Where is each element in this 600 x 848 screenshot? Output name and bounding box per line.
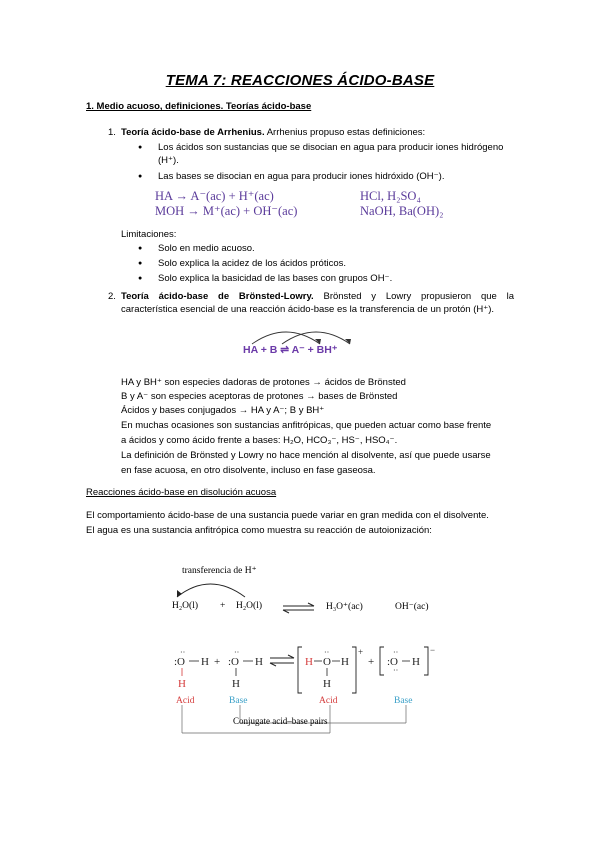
svg-text::O: :O bbox=[228, 656, 239, 668]
svg-text::O: :O bbox=[174, 656, 185, 668]
arrhenius-text: Arrhenius propuso estas definiciones: bbox=[264, 127, 426, 138]
bronsted-intro bbox=[121, 290, 514, 316]
svg-text::O: :O bbox=[387, 656, 398, 668]
bronsted-acids: HA y BH⁺ son especies dadoras de protones → ácidos de Brönsted bbox=[121, 377, 406, 388]
base-examples: NaOH, Ba(OH)₂ bbox=[360, 204, 444, 218]
bronsted-equation: HA + B ⇌ A⁻ + BH⁺ bbox=[243, 344, 338, 356]
bullet-acids-line1: ● Los ácidos son sustancias que se disocian en agua para producir iones hidrógeno bbox=[158, 142, 504, 153]
product-2: OH⁻(ac) bbox=[395, 602, 429, 612]
limitation-1: ● Solo en medio acuoso. bbox=[158, 242, 255, 255]
svg-text:+: + bbox=[214, 656, 221, 668]
svg-text:··: ·· bbox=[234, 648, 240, 657]
svg-text:··: ·· bbox=[180, 648, 186, 657]
section-heading-1: 1. Medio acuoso, definiciones. Teorías ácido-base bbox=[86, 101, 312, 112]
svg-text:H: H bbox=[255, 656, 263, 668]
svg-text:+: + bbox=[368, 656, 375, 668]
label-acid-2: Acid bbox=[319, 696, 338, 706]
svg-text:O: O bbox=[323, 656, 331, 668]
bronsted-lead: Teoría ácido-base de Brönsted-Lowry. bbox=[121, 291, 314, 302]
arrhenius-intro bbox=[121, 126, 541, 139]
plus-sign: + bbox=[220, 601, 226, 611]
conjugate-pairs-label: Conjugate acid–base pairs bbox=[233, 716, 328, 726]
bronsted-conjugates: Ácidos y bases conjugados → HA y A⁻; B y BH⁺ bbox=[121, 405, 325, 416]
limitation-3: ● Solo explica la basicidad de las bases con grupos OH⁻. bbox=[158, 272, 392, 285]
limitations-label: Limitaciones: bbox=[121, 229, 177, 240]
svg-text:H: H bbox=[232, 678, 240, 690]
limitation-2: ● Solo explica la acidez de los ácidos próticos. bbox=[158, 257, 346, 270]
list-number-2: 2. bbox=[108, 291, 116, 302]
amphoteric-line2: a ácidos y como ácido frente a bases: H₂O, HCO₃⁻, HS⁻, HSO₄⁻. bbox=[121, 435, 398, 446]
acid-examples: HCl, H₂SO₄ bbox=[360, 189, 421, 203]
svg-text:H: H bbox=[305, 656, 313, 668]
svg-text:··: ·· bbox=[393, 648, 399, 657]
list-number-1: 1. bbox=[108, 127, 116, 138]
svg-text:H: H bbox=[178, 678, 186, 690]
water-line2: El agua es una sustancia anfitrópica como muestra su reacción de autoionización: bbox=[86, 525, 432, 536]
reactant-1: H₂O(l) bbox=[172, 601, 198, 611]
svg-text:H: H bbox=[341, 656, 349, 668]
equation-acid: HA → A⁻(ac) + H⁺(ac) bbox=[155, 189, 274, 203]
svg-text:··: ·· bbox=[324, 648, 330, 657]
bronsted-line2: característica esencial de una reacción ácido-base es la transferencia de un protón (H⁺). bbox=[121, 304, 495, 315]
bronsted-arcs bbox=[238, 322, 368, 362]
label-base-1: Base bbox=[229, 696, 248, 706]
bronsted-bases: B y A⁻ son especies aceptoras de protones → bases de Brönsted bbox=[121, 391, 398, 402]
label-base-2: Base bbox=[394, 696, 413, 706]
solvent-line2: en fase acuosa, en otro disolvente, incluso en fase gaseosa. bbox=[121, 465, 376, 476]
bronsted-line1 bbox=[121, 290, 514, 303]
page-title: TEMA 7: REACCIONES ÁCIDO-BASE bbox=[165, 72, 435, 89]
product-1: H₃O⁺(ac) bbox=[326, 602, 363, 612]
bullet-acids bbox=[158, 141, 538, 167]
solvent-line1: La definición de Brönsted y Lowry no hace mención al disolvente, así que puede usarse bbox=[121, 450, 491, 461]
svg-text:H: H bbox=[201, 656, 209, 668]
water-line1: El comportamiento ácido-base de una sustancia puede variar en gran medida con el disolvente. bbox=[86, 510, 489, 521]
svg-text:··: ·· bbox=[393, 666, 399, 675]
svg-text:−: − bbox=[430, 645, 436, 655]
bullet-bases: ● Las bases se disocian en agua para producir iones hidróxido (OH⁻). bbox=[158, 170, 538, 183]
section-heading-2: Reacciones ácido-base en disolución acuosa bbox=[86, 487, 277, 498]
equilibrium-arrow-1 bbox=[282, 602, 316, 614]
amphoteric-line1: En muchas ocasiones son sustancias anfitrópicas, que pueden actuar como base frente bbox=[121, 420, 492, 431]
arrhenius-lead: Teoría ácido-base de Arrhenius. bbox=[121, 127, 265, 138]
svg-text:+: + bbox=[358, 647, 364, 657]
svg-text:H: H bbox=[323, 678, 331, 690]
reactant-2: H₂O(l) bbox=[236, 601, 262, 611]
svg-text:H: H bbox=[412, 656, 420, 668]
bullet-acids-line2: (H⁺). bbox=[158, 155, 179, 166]
equation-base: MOH → M⁺(ac) + OH⁻(ac) bbox=[155, 204, 298, 218]
transfer-label: transferencia de H⁺ bbox=[182, 566, 257, 576]
bronsted-line1-text: Brönsted y Lowry propusieron que la bbox=[313, 291, 514, 302]
label-acid-1: Acid bbox=[176, 696, 195, 706]
